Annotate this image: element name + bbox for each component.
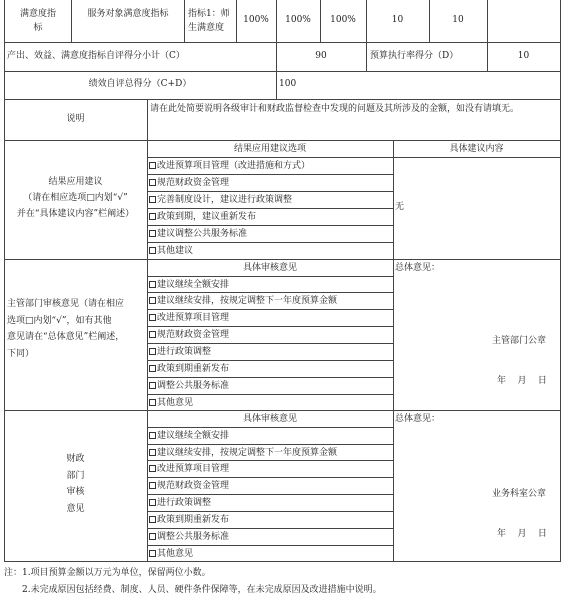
rule	[147, 208, 393, 209]
suggestion-option[interactable]: 政策到期，建议重新发布	[149, 212, 256, 223]
finance-stamp: 业务科室公章	[492, 489, 547, 499]
finance-option[interactable]: 调整公共服务标准	[149, 532, 229, 543]
dept-option[interactable]: 政策到期重新发布	[149, 364, 229, 375]
rule	[147, 326, 393, 327]
rule	[147, 174, 393, 175]
suggestion-option[interactable]: 其他建议	[149, 246, 193, 257]
rule	[4, 561, 560, 562]
suggestion-option[interactable]: 规范财政资金管理	[149, 178, 229, 189]
dept-label-line: 主管部门审核意见（请在相应	[7, 299, 125, 309]
rule	[147, 377, 393, 378]
finance-option[interactable]: 进行政策调整	[149, 498, 211, 509]
rule	[147, 99, 148, 561]
suggestion-label-line: （请在相应选项□内划“√”	[23, 192, 128, 203]
rule	[147, 528, 393, 529]
rule	[147, 276, 393, 277]
rule	[4, 259, 560, 260]
note-1: 注：1.项目预算金额以万元为单位，保留两位小数。	[4, 568, 211, 578]
suggestion-options-header: 结果应用建议选项	[233, 144, 306, 154]
budget-rate-label: 预算执行率得分（D）	[370, 51, 459, 61]
rule	[147, 309, 393, 310]
subtotal-label: 产出、效益、满意度指标自评得分小计（C）	[7, 51, 185, 61]
checkbox[interactable]	[149, 331, 156, 338]
dept-stamp: 主管部门公章	[492, 336, 547, 346]
rule	[276, 71, 277, 99]
rule	[4, 140, 560, 141]
finance-overall-label: 总体意见：	[395, 414, 441, 424]
dept-option[interactable]: 规范财政资金管理	[149, 330, 229, 341]
checkbox[interactable]	[149, 247, 156, 254]
rule	[147, 460, 393, 461]
rule	[147, 191, 393, 192]
finance-option[interactable]: 建议继续全额安排	[149, 431, 229, 442]
checkbox[interactable]	[149, 179, 156, 186]
value-cell: 10	[452, 15, 464, 25]
checkbox[interactable]	[149, 348, 156, 355]
dept-option[interactable]: 调整公共服务标准	[149, 381, 229, 392]
finance-review-header: 具体审核意见	[242, 414, 297, 424]
checkbox[interactable]	[149, 281, 156, 288]
subtotal-score: 90	[315, 51, 327, 61]
explain-text: 请在此处简要说明各级审计和财政监督检查中发现的问题及其所涉及的金额，如没有请填无。	[150, 104, 520, 114]
checkbox[interactable]	[149, 482, 156, 489]
rule	[147, 427, 393, 428]
dept-option[interactable]: 进行政策调整	[149, 347, 211, 358]
value-cell: 10	[391, 15, 404, 25]
checkbox[interactable]	[149, 230, 156, 237]
value-cell: 100%	[330, 15, 356, 25]
rule	[393, 140, 394, 561]
finance-option[interactable]: 改进预算项目管理	[149, 464, 229, 475]
checkbox[interactable]	[149, 196, 156, 203]
rule	[147, 292, 393, 293]
dept-option[interactable]: 改进预算项目管理	[149, 313, 229, 324]
checkbox[interactable]	[149, 449, 156, 456]
finance-label-line: 意见	[66, 503, 85, 514]
rule	[4, 42, 560, 43]
dept-label-line: 选项□内划“√”，如有其他	[7, 315, 112, 326]
checkbox[interactable]	[149, 365, 156, 372]
rule	[147, 511, 393, 512]
suggestion-option[interactable]: 改进预算项目管理（改进措施和方式）	[149, 161, 310, 172]
checkbox[interactable]	[149, 465, 156, 472]
indicator-label: 满意度指标	[19, 9, 56, 34]
suggestion-content-header: 具体建议内容	[449, 144, 504, 154]
suggestion-label-line: 结果应用建议	[48, 177, 103, 187]
rule	[147, 394, 393, 395]
suggestion-content: 无	[395, 202, 405, 212]
explain-label: 说明	[66, 114, 85, 124]
rule	[147, 343, 393, 344]
rule	[560, 0, 561, 562]
value-cell: 100%	[243, 15, 269, 25]
checkbox[interactable]	[149, 399, 156, 406]
rule	[4, 71, 560, 72]
budget-rate-score: 10	[517, 51, 530, 61]
finance-option[interactable]: 建议继续安排，按规定调整下一年度预算金额	[149, 448, 337, 459]
rule	[147, 157, 560, 158]
checkbox[interactable]	[149, 550, 156, 557]
checkbox[interactable]	[149, 297, 156, 304]
finance-review-label	[4, 451, 147, 518]
dept-label-line: 意见请在“总体意见”栏阐述，	[7, 332, 125, 343]
rule	[71, 0, 72, 42]
rule	[184, 0, 185, 42]
rule	[4, 410, 560, 411]
checkbox[interactable]	[149, 314, 156, 321]
value-cell: 100%	[285, 15, 311, 25]
finance-label-line: 审核	[66, 487, 85, 498]
sub-indicator-label: 服务对象满意度指标	[87, 9, 169, 19]
dept-review-label	[7, 296, 124, 363]
rule	[147, 225, 393, 226]
checkbox[interactable]	[149, 213, 156, 220]
rule	[147, 360, 393, 361]
total-score-value: 100	[279, 79, 297, 89]
dept-option[interactable]: 建议继续安排，按规定调整下一年度预算金额	[149, 296, 337, 307]
suggestion-option[interactable]: 完善制度设计，建议进行政策调整	[149, 195, 292, 206]
dept-option[interactable]: 建议继续全额安排	[149, 280, 229, 291]
dept-date: 年 月 日	[497, 376, 547, 386]
rule	[147, 477, 393, 478]
dept-review-header: 具体审核意见	[242, 263, 297, 273]
rule	[147, 494, 393, 495]
finance-option[interactable]: 政策到期重新发布	[149, 515, 229, 526]
checkbox[interactable]	[149, 499, 156, 506]
rule	[487, 0, 488, 42]
checkbox[interactable]	[149, 533, 156, 540]
dept-label-line: 下同）	[7, 348, 35, 359]
checkbox[interactable]	[149, 432, 156, 439]
finance-option[interactable]: 其他意见	[149, 549, 193, 560]
finance-option[interactable]: 规范财政资金管理	[149, 481, 229, 492]
suggestion-option[interactable]: 建议调整公共服务标准	[149, 229, 247, 240]
dept-overall-label: 总体意见：	[395, 263, 441, 273]
rule	[147, 545, 393, 546]
checkbox[interactable]	[149, 516, 156, 523]
total-score-label: 绩效自评总得分（C+D）	[88, 79, 192, 89]
dept-option[interactable]: 其他意见	[149, 398, 193, 409]
finance-label-line: 部门	[66, 470, 85, 481]
finance-date: 年 月 日	[497, 529, 547, 539]
rule	[4, 99, 560, 100]
rule	[147, 444, 393, 445]
rule	[366, 42, 367, 71]
indicator-item: 指标1：师生满意度	[188, 9, 230, 34]
note-2: 2.未完成原因包括经费、制度、人员、硬件条件保障等，在未完成原因及改进措施中说明。	[22, 585, 382, 595]
checkbox[interactable]	[149, 382, 156, 389]
checkbox[interactable]	[149, 162, 156, 169]
rule	[147, 242, 393, 243]
suggestion-label-line: 并在“具体建议内容”栏阐述）	[16, 208, 135, 219]
finance-label-line: 财政	[66, 454, 85, 464]
suggestion-label	[4, 175, 147, 222]
